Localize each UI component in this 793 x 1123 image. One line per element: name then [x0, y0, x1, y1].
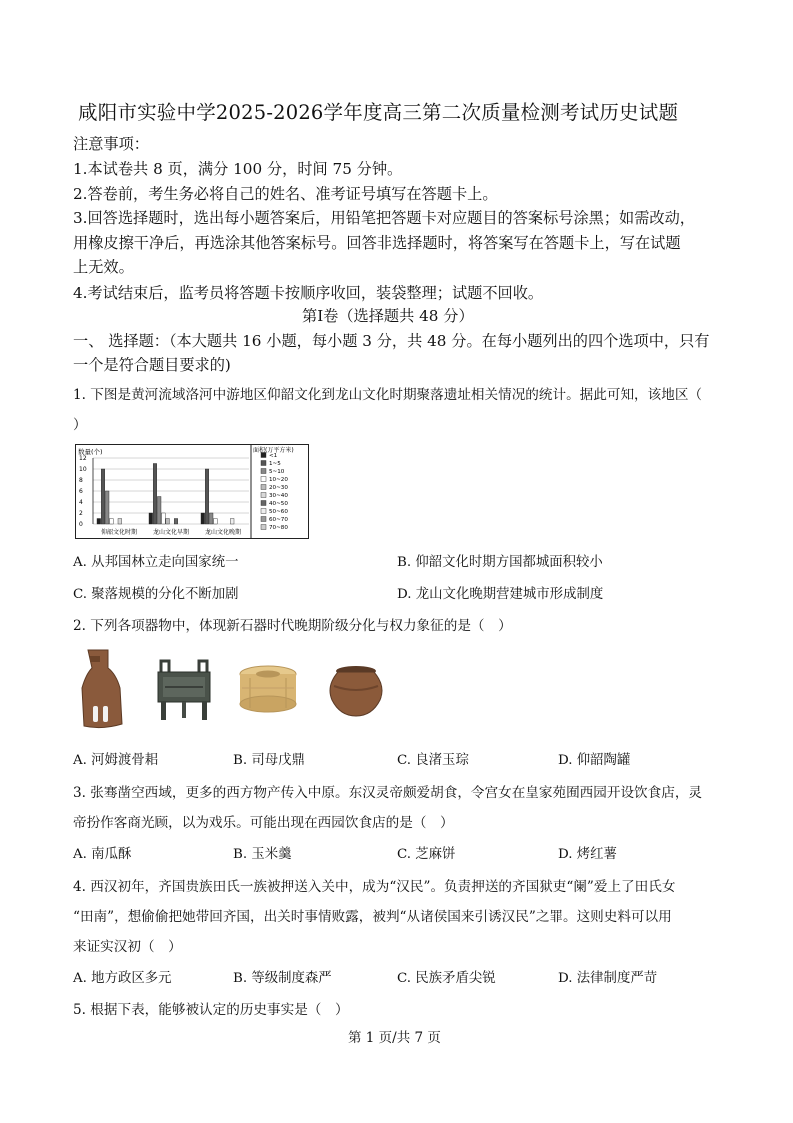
y-tick-label: 12 [79, 455, 87, 462]
legend-swatch [261, 525, 266, 530]
settlement-bar-chart [75, 444, 309, 539]
bar [209, 513, 213, 524]
q3-stem-2: 帝扮作客商光顾，以为戏乐。可能出现在西园饮食店的是（ ） [73, 815, 454, 831]
legend-swatch [261, 461, 266, 466]
notice-heading: 注意事项： [73, 135, 149, 153]
legend-swatch [261, 493, 266, 498]
legend-swatch [261, 477, 266, 482]
bar [105, 491, 109, 524]
legend-swatch [261, 509, 266, 514]
y-tick-label: 10 [79, 466, 87, 473]
q4-option-a: A. 地方政区多元 [73, 971, 172, 986]
legend-label: 20~30 [269, 485, 288, 491]
y-tick-label: 2 [79, 510, 83, 517]
q4-option-c: C. 民族矛盾尖锐 [397, 971, 496, 986]
section-title: 第Ⅰ卷（选择题共 48 分） [302, 307, 474, 325]
bar [101, 469, 105, 524]
section-intro-1: 一、 选择题：（本大题共 16 小题，每小题 3 分，共 48 分。在每小题列出的四个选项中，只有 [73, 332, 710, 350]
legend-swatch [261, 469, 266, 474]
bar [153, 464, 157, 525]
pottery-jar-icon [324, 664, 388, 718]
q1-option-b: B. 仰韶文化时期方国都城面积较小 [397, 555, 603, 570]
q3-option-a: A. 南瓜酥 [73, 847, 132, 862]
bone-spade-icon [78, 648, 126, 730]
x-category-label: 龙山文化晚期 [204, 529, 242, 536]
q3-stem-1: 3. 张骞凿空西域，更多的西方物产传入中原。东汉灵帝颇爱胡食，令宫女在皇家苑囿西园开设饮食店，灵 [73, 785, 703, 801]
legend-label: 70~80 [269, 525, 288, 531]
bar [162, 513, 166, 524]
legend-label: 50~60 [269, 509, 288, 515]
legend-label: <1 [269, 453, 278, 459]
y-tick-label: 8 [79, 477, 83, 484]
bar [201, 513, 205, 524]
q4-option-d: D. 法律制度严苛 [558, 971, 658, 986]
chart-ylabel: 数量(个) [78, 448, 103, 456]
exam-title: 咸阳市实验中学2025-2026学年度高三第二次质量检测考试历史试题 [78, 101, 679, 124]
notice-line-3b: 用橡皮擦干净后，再选涂其他答案标号。回答非选择题时，将答案写在答题卡上，写在试题 [73, 234, 681, 252]
legend-swatch [261, 517, 266, 522]
x-category-label: 龙山文化早期 [152, 529, 190, 536]
legend-label: 60~70 [269, 517, 288, 523]
notice-line-4: 4.考试结束后，监考员将答题卡按顺序收回，装袋整理；试题不回收。 [73, 284, 544, 302]
bar [149, 513, 153, 524]
q1-option-d: D. 龙山文化晚期营建城市形成制度 [397, 587, 604, 602]
bar [214, 519, 218, 525]
q2-option-d: D. 仰韶陶罐 [558, 753, 631, 768]
legend-label: 10~20 [269, 477, 288, 483]
notice-line-3c: 上无效。 [73, 258, 134, 276]
notice-line-3a: 3.回答选择题时，选出每小题答案后，用铅笔把答题卡对应题目的答案标号涂黑；如需改动， [73, 209, 695, 227]
bar [110, 519, 114, 525]
q1-stem-2: ） [73, 417, 87, 433]
legend-label: 30~40 [269, 493, 288, 499]
bar [230, 519, 234, 525]
q2-option-b: B. 司母戊鼎 [233, 753, 305, 768]
bar [166, 519, 170, 525]
bar [157, 497, 161, 525]
jade-cong-icon [236, 664, 300, 714]
q1-option-a: A. 从邦国林立走向国家统一 [73, 555, 239, 570]
legend-label: 5~10 [269, 469, 285, 475]
q1-option-c: C. 聚落规模的分化不断加剧 [73, 587, 239, 602]
q3-option-b: B. 玉米羹 [233, 847, 292, 862]
q2-option-c: C. 良渚玉琮 [397, 753, 469, 768]
q2-option-a: A. 河姆渡骨耜 [73, 753, 159, 768]
q2-stem: 2. 下列各项器物中，体现新石器时代晚期阶级分化与权力象征的是（ ） [73, 618, 512, 634]
q1-stem-1: 1. 下图是黄河流域洛河中游地区仰韶文化到龙山文化时期聚落遗址相关情况的统计。据此可知，该地区（ [73, 387, 703, 403]
q4-stem-1: 4. 西汉初年，齐国贵族田氏一族被押送入关中，成为“汉民”。负责押送的齐国狱吏“阑”爱上了田氏女 [73, 879, 676, 895]
bar [174, 519, 178, 525]
chart-legend-title: 面积(万平方米) [253, 447, 294, 454]
q3-option-c: C. 芝麻饼 [397, 847, 456, 862]
y-tick-label: 6 [79, 488, 83, 495]
page-footer: 第 1 页/共 7 页 [348, 1030, 441, 1046]
legend-swatch [261, 501, 266, 506]
q4-stem-3: 来证实汉初（ ） [73, 939, 182, 955]
q4-stem-2: “田南”，想偷偷把她带回齐国，出关时事情败露，被判“从诸侯国来引诱汉民”之罪。这则史料可以用 [73, 909, 672, 925]
bar [118, 519, 122, 525]
legend-label: 40~50 [269, 501, 288, 507]
bar [97, 519, 101, 525]
bronze-ding-icon [155, 659, 213, 721]
y-tick-label: 4 [79, 499, 83, 506]
x-category-label: 仰韶文化时期 [100, 529, 138, 536]
notice-line-1: 1.本试卷共 8 页，满分 100 分，时间 75 分钟。 [73, 160, 403, 178]
y-tick-label: 0 [79, 521, 83, 528]
notice-line-2: 2.答卷前，考生务必将自己的姓名、准考证号填写在答题卡上。 [73, 185, 498, 203]
q3-option-d: D. 烤红薯 [558, 847, 617, 862]
q4-option-b: B. 等级制度森严 [233, 971, 332, 986]
bar [205, 469, 209, 524]
section-intro-2: 一个是符合题目要求的) [73, 356, 231, 374]
q5-stem: 5. 根据下表，能够被认定的历史事实是（ ） [73, 1002, 349, 1018]
legend-swatch [261, 485, 266, 490]
legend-label: 1~5 [269, 461, 281, 467]
